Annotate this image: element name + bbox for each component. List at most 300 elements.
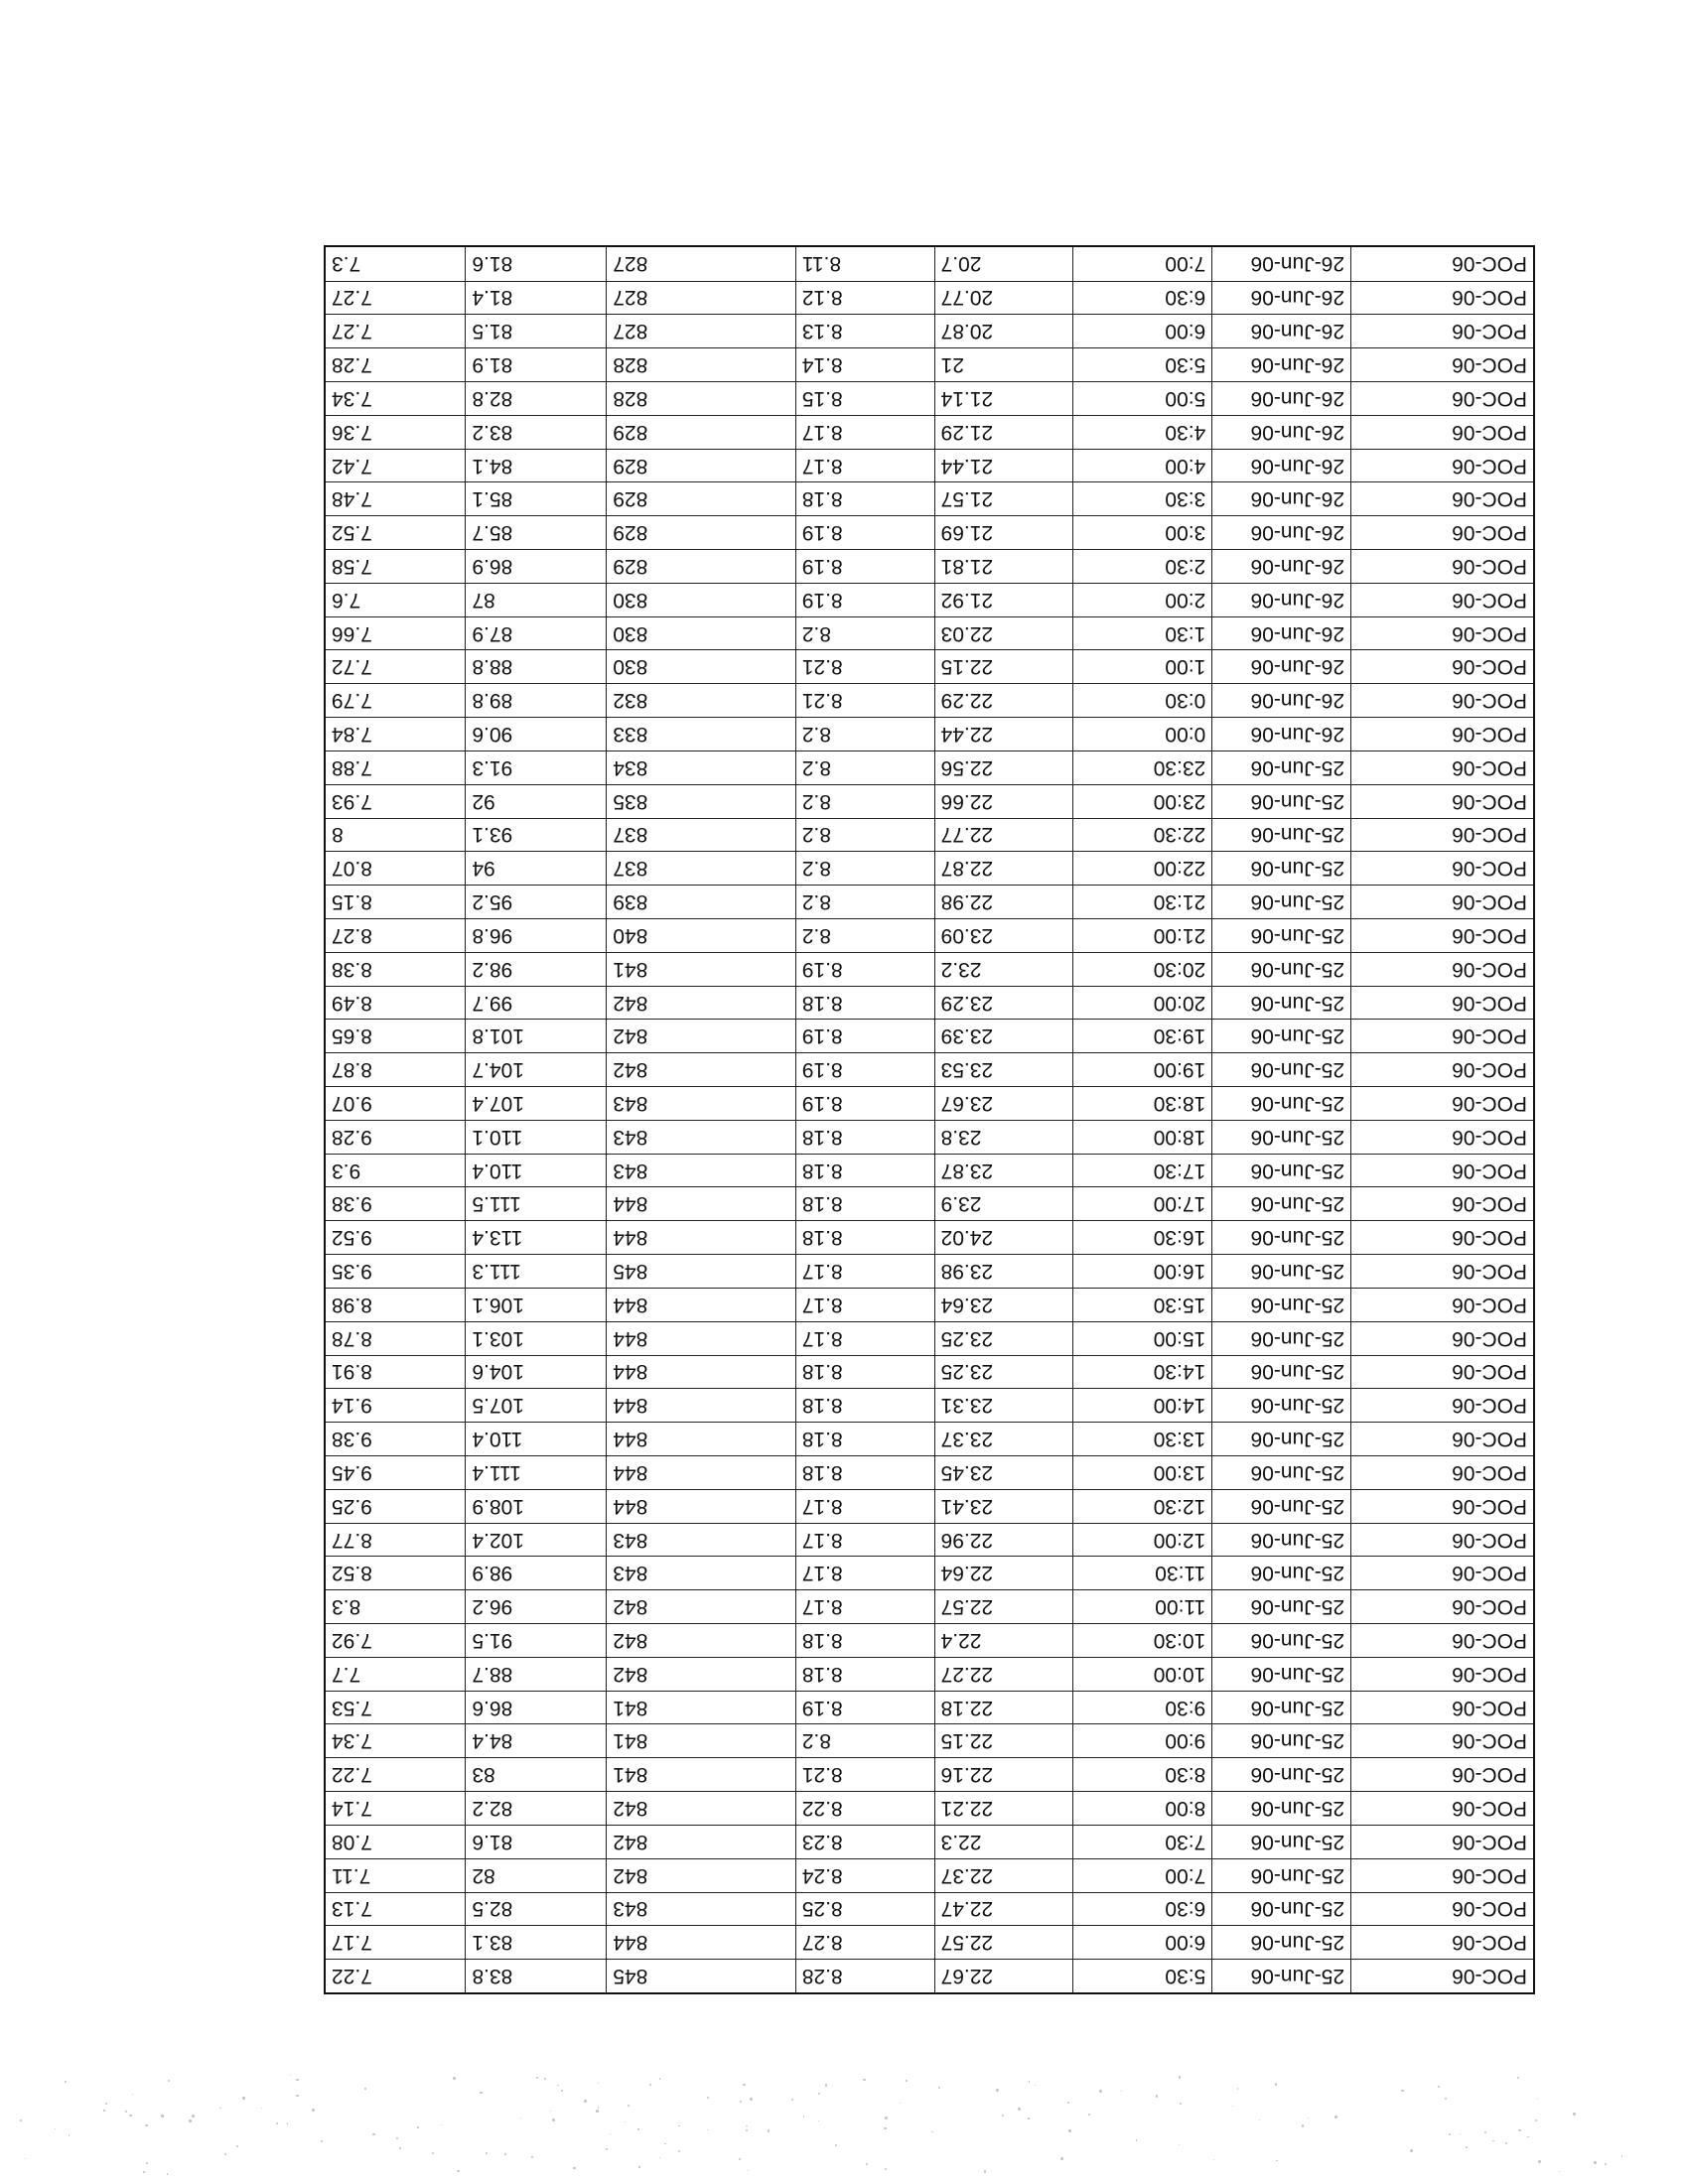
value-cell: 8.19 xyxy=(795,1020,934,1053)
value-cell: 83.1 xyxy=(466,1926,607,1960)
value-cell: 23.64 xyxy=(934,1288,1073,1321)
scan-speck xyxy=(432,2152,434,2154)
table-row xyxy=(325,415,1534,449)
table-row xyxy=(325,1154,1534,1187)
table-row xyxy=(325,918,1534,952)
scan-speck xyxy=(984,2170,986,2172)
value-cell: 7.22 xyxy=(325,1960,466,1993)
site-cell: POC-06 xyxy=(1351,1892,1534,1926)
table-row xyxy=(325,1792,1534,1826)
scan-speck xyxy=(1275,2083,1277,2085)
date-cell: 25-Jun-06 xyxy=(1212,1053,1351,1087)
scan-speck xyxy=(224,2153,226,2155)
value-cell: 23.53 xyxy=(934,1053,1073,1087)
site-cell: POC-06 xyxy=(1351,415,1534,449)
scan-speck xyxy=(739,2158,741,2160)
value-cell: 9.52 xyxy=(325,1221,466,1255)
scan-speck xyxy=(143,2171,145,2173)
value-cell: 20.7 xyxy=(934,246,1073,281)
value-cell: 88.8 xyxy=(466,650,607,684)
value-cell: 827 xyxy=(607,246,796,281)
value-cell: 8.19 xyxy=(795,1691,934,1724)
time-cell: 1:00 xyxy=(1073,650,1212,684)
scan-speck xyxy=(364,2088,365,2089)
value-cell: 844 xyxy=(607,1926,796,1960)
site-cell: POC-06 xyxy=(1351,1523,1534,1557)
value-cell: 843 xyxy=(607,1557,796,1590)
value-cell: 8.18 xyxy=(795,1355,934,1389)
value-cell: 23.37 xyxy=(934,1423,1073,1456)
time-cell: 10:30 xyxy=(1073,1624,1212,1658)
value-cell: 7.6 xyxy=(325,583,466,616)
value-cell: 110.4 xyxy=(466,1154,607,1187)
value-cell: 837 xyxy=(607,818,796,852)
value-cell: 22.47 xyxy=(934,1892,1073,1926)
value-cell: 829 xyxy=(607,482,796,516)
scan-speck xyxy=(707,2097,709,2099)
table-row xyxy=(325,886,1534,919)
value-cell: 21.14 xyxy=(934,381,1073,415)
value-cell: 829 xyxy=(607,550,796,584)
site-cell: POC-06 xyxy=(1351,1020,1534,1053)
value-cell: 8.18 xyxy=(795,1187,934,1221)
scan-speck xyxy=(885,2116,888,2119)
date-cell: 25-Jun-06 xyxy=(1212,1892,1351,1926)
value-cell: 8.2 xyxy=(795,718,934,751)
value-cell: 23.41 xyxy=(934,1489,1073,1523)
value-cell: 7.48 xyxy=(325,482,466,516)
scan-speck xyxy=(457,2170,459,2172)
value-cell: 7.11 xyxy=(325,1858,466,1892)
time-cell: 18:30 xyxy=(1073,1087,1212,1121)
value-cell: 7.22 xyxy=(325,1758,466,1792)
table-row xyxy=(325,952,1534,986)
time-cell: 5:30 xyxy=(1073,348,1212,382)
scan-speck xyxy=(561,2090,563,2092)
date-cell: 25-Jun-06 xyxy=(1212,986,1351,1020)
date-cell: 25-Jun-06 xyxy=(1212,1758,1351,1792)
scan-speck xyxy=(486,2152,488,2154)
value-cell: 22.4 xyxy=(934,1624,1073,1658)
site-cell: POC-06 xyxy=(1351,1321,1534,1355)
time-cell: 5:00 xyxy=(1073,381,1212,415)
value-cell: 93.1 xyxy=(466,818,607,852)
scan-speck xyxy=(145,2124,147,2126)
scan-speck xyxy=(1410,2149,1413,2152)
scan-speck xyxy=(748,2170,749,2171)
value-cell: 8.18 xyxy=(795,482,934,516)
site-cell: POC-06 xyxy=(1351,1825,1534,1858)
date-cell: 25-Jun-06 xyxy=(1212,784,1351,818)
value-cell: 8.21 xyxy=(795,684,934,718)
value-cell: 24.02 xyxy=(934,1221,1073,1255)
site-cell: POC-06 xyxy=(1351,1724,1534,1758)
table-row xyxy=(325,1020,1534,1053)
scan-speck xyxy=(659,2157,660,2158)
time-cell: 17:30 xyxy=(1073,1154,1212,1187)
value-cell: 111.4 xyxy=(466,1455,607,1489)
value-cell: 837 xyxy=(607,852,796,886)
table-row xyxy=(325,1321,1534,1355)
value-cell: 8.18 xyxy=(795,1221,934,1255)
value-cell: 844 xyxy=(607,1187,796,1221)
date-cell: 25-Jun-06 xyxy=(1212,1858,1351,1892)
value-cell: 84.1 xyxy=(466,449,607,482)
value-cell: 7.93 xyxy=(325,784,466,818)
time-cell: 12:30 xyxy=(1073,1489,1212,1523)
value-cell: 8.11 xyxy=(795,246,934,281)
value-cell: 87.9 xyxy=(466,616,607,650)
value-cell: 23.29 xyxy=(934,986,1073,1020)
value-cell: 844 xyxy=(607,1355,796,1389)
value-cell: 8.13 xyxy=(795,315,934,348)
site-cell: POC-06 xyxy=(1351,886,1534,919)
value-cell: 7.14 xyxy=(325,1792,466,1826)
scan-speck xyxy=(1136,2139,1138,2141)
table-row xyxy=(325,1724,1534,1758)
value-cell: 91.5 xyxy=(466,1624,607,1658)
value-cell: 8.91 xyxy=(325,1355,466,1389)
site-cell: POC-06 xyxy=(1351,1355,1534,1389)
value-cell: 111.3 xyxy=(466,1255,607,1289)
time-cell: 3:30 xyxy=(1073,482,1212,516)
scan-speck xyxy=(610,2133,611,2134)
value-cell: 104.6 xyxy=(466,1355,607,1389)
scan-speck xyxy=(236,2145,238,2147)
value-cell: 7.88 xyxy=(325,751,466,784)
value-cell: 22.29 xyxy=(934,684,1073,718)
date-cell: 25-Jun-06 xyxy=(1212,1523,1351,1557)
value-cell: 828 xyxy=(607,381,796,415)
value-cell: 844 xyxy=(607,1288,796,1321)
scan-speck xyxy=(399,2147,401,2149)
time-cell: 4:00 xyxy=(1073,449,1212,482)
table-row xyxy=(325,1590,1534,1624)
value-cell: 20.77 xyxy=(934,281,1073,315)
site-cell: POC-06 xyxy=(1351,1858,1534,1892)
date-cell: 26-Jun-06 xyxy=(1212,246,1351,281)
scan-speck xyxy=(938,2087,940,2089)
value-cell: 23.67 xyxy=(934,1087,1073,1121)
value-cell: 8.18 xyxy=(795,1657,934,1691)
date-cell: 25-Jun-06 xyxy=(1212,1590,1351,1624)
scan-speck xyxy=(1259,2119,1260,2120)
site-cell: POC-06 xyxy=(1351,1455,1534,1489)
value-cell: 83.8 xyxy=(466,1960,607,1993)
value-cell: 841 xyxy=(607,1724,796,1758)
time-cell: 22:30 xyxy=(1073,818,1212,852)
scan-speck xyxy=(1308,2117,1309,2118)
scan-speck xyxy=(884,2127,886,2129)
site-cell: POC-06 xyxy=(1351,583,1534,616)
value-cell: 22.57 xyxy=(934,1590,1073,1624)
scan-speck xyxy=(1559,2171,1560,2172)
value-cell: 22.15 xyxy=(934,650,1073,684)
scan-speck xyxy=(1438,2086,1440,2088)
date-cell: 25-Jun-06 xyxy=(1212,1020,1351,1053)
value-cell: 8.27 xyxy=(325,918,466,952)
time-cell: 19:00 xyxy=(1073,1053,1212,1087)
time-cell: 15:30 xyxy=(1073,1288,1212,1321)
scan-speck xyxy=(552,2118,555,2121)
time-cell: 20:00 xyxy=(1073,986,1212,1020)
value-cell: 844 xyxy=(607,1489,796,1523)
table-row xyxy=(325,1187,1534,1221)
table-row xyxy=(325,1087,1534,1121)
value-cell: 844 xyxy=(607,1389,796,1423)
value-cell: 21.57 xyxy=(934,482,1073,516)
time-cell: 12:00 xyxy=(1073,1523,1212,1557)
site-cell: POC-06 xyxy=(1351,952,1534,986)
scan-speck xyxy=(161,2115,163,2116)
value-cell: 22.21 xyxy=(934,1792,1073,1826)
value-cell: 8.17 xyxy=(795,1255,934,1289)
value-cell: 833 xyxy=(607,718,796,751)
date-cell: 26-Jun-06 xyxy=(1212,718,1351,751)
scan-speck xyxy=(649,2084,651,2086)
scan-speck xyxy=(598,2083,599,2084)
site-cell: POC-06 xyxy=(1351,1960,1534,1993)
site-cell: POC-06 xyxy=(1351,516,1534,550)
value-cell: 9.07 xyxy=(325,1087,466,1121)
value-cell: 8.19 xyxy=(795,516,934,550)
site-cell: POC-06 xyxy=(1351,852,1534,886)
value-cell: 22.18 xyxy=(934,1691,1073,1724)
value-cell: 827 xyxy=(607,281,796,315)
scan-speck xyxy=(743,2084,746,2087)
table-row xyxy=(325,718,1534,751)
data-table-rotated xyxy=(324,245,1535,1994)
scan-speck xyxy=(818,2093,820,2095)
value-cell: 22.3 xyxy=(934,1825,1073,1858)
scan-speck xyxy=(1535,2119,1538,2122)
scan-speck xyxy=(25,2158,26,2159)
table-row xyxy=(325,348,1534,382)
value-cell: 81.6 xyxy=(466,1825,607,1858)
time-cell: 6:30 xyxy=(1073,281,1212,315)
value-cell: 22.44 xyxy=(934,718,1073,751)
date-cell: 25-Jun-06 xyxy=(1212,1489,1351,1523)
value-cell: 7.58 xyxy=(325,550,466,584)
scan-speck xyxy=(1537,2099,1538,2100)
value-cell: 830 xyxy=(607,583,796,616)
value-cell: 96.8 xyxy=(466,918,607,952)
value-cell: 8.21 xyxy=(795,650,934,684)
value-cell: 98.9 xyxy=(466,1557,607,1590)
scan-speck xyxy=(441,2124,442,2125)
time-cell: 6:00 xyxy=(1073,315,1212,348)
scan-speck xyxy=(550,2111,551,2112)
time-cell: 1:30 xyxy=(1073,616,1212,650)
scan-speck xyxy=(129,2115,132,2117)
time-cell: 3:00 xyxy=(1073,516,1212,550)
value-cell: 8.2 xyxy=(795,852,934,886)
value-cell: 829 xyxy=(607,415,796,449)
value-cell: 21.44 xyxy=(934,449,1073,482)
value-cell: 8.17 xyxy=(795,1590,934,1624)
site-cell: POC-06 xyxy=(1351,1590,1534,1624)
value-cell: 8.12 xyxy=(795,281,934,315)
scan-speck xyxy=(573,2167,575,2169)
time-cell: 13:00 xyxy=(1073,1455,1212,1489)
scan-speck xyxy=(132,2094,133,2095)
date-cell: 25-Jun-06 xyxy=(1212,1321,1351,1355)
time-cell: 15:00 xyxy=(1073,1321,1212,1355)
value-cell: 8.19 xyxy=(795,583,934,616)
value-cell: 8.17 xyxy=(795,1288,934,1321)
value-cell: 23.31 xyxy=(934,1389,1073,1423)
value-cell: 844 xyxy=(607,1221,796,1255)
value-cell: 7.79 xyxy=(325,684,466,718)
date-cell: 25-Jun-06 xyxy=(1212,1389,1351,1423)
value-cell: 8.18 xyxy=(795,1423,934,1456)
date-cell: 25-Jun-06 xyxy=(1212,1624,1351,1658)
time-cell: 19:30 xyxy=(1073,1020,1212,1053)
value-cell: 829 xyxy=(607,516,796,550)
scan-speck xyxy=(931,2131,933,2133)
value-cell: 23.8 xyxy=(934,1120,1073,1154)
value-cell: 85.7 xyxy=(466,516,607,550)
scan-speck xyxy=(1156,2095,1159,2098)
scan-speck xyxy=(1518,2129,1521,2132)
scan-speck xyxy=(1492,2140,1493,2141)
site-cell: POC-06 xyxy=(1351,1758,1534,1792)
date-cell: 26-Jun-06 xyxy=(1212,281,1351,315)
value-cell: 7.66 xyxy=(325,616,466,650)
value-cell: 21 xyxy=(934,348,1073,382)
table-row xyxy=(325,1053,1534,1087)
site-cell: POC-06 xyxy=(1351,784,1534,818)
time-cell: 13:30 xyxy=(1073,1423,1212,1456)
scan-speck xyxy=(480,2092,482,2094)
value-cell: 110.4 xyxy=(466,1423,607,1456)
value-cell: 827 xyxy=(607,315,796,348)
value-cell: 22.16 xyxy=(934,1758,1073,1792)
site-cell: POC-06 xyxy=(1351,482,1534,516)
value-cell: 104.7 xyxy=(466,1053,607,1087)
value-cell: 20.87 xyxy=(934,315,1073,348)
scan-speck xyxy=(1068,2129,1070,2131)
table-row xyxy=(325,550,1534,584)
site-cell: POC-06 xyxy=(1351,246,1534,281)
value-cell: 842 xyxy=(607,1858,796,1892)
time-cell: 16:30 xyxy=(1073,1221,1212,1255)
value-cell: 106.1 xyxy=(466,1288,607,1321)
value-cell: 8.22 xyxy=(795,1792,934,1826)
scan-speck xyxy=(1180,2103,1183,2106)
value-cell: 103.1 xyxy=(466,1321,607,1355)
scan-speck xyxy=(372,2133,374,2135)
scan-speck xyxy=(900,2103,901,2104)
site-cell: POC-06 xyxy=(1351,1624,1534,1658)
site-cell: POC-06 xyxy=(1351,1255,1534,1289)
table-row xyxy=(325,1288,1534,1321)
scan-speck xyxy=(1237,2088,1238,2089)
date-cell: 25-Jun-06 xyxy=(1212,1724,1351,1758)
scan-speck xyxy=(1401,2090,1404,2093)
site-cell: POC-06 xyxy=(1351,315,1534,348)
value-cell: 22.67 xyxy=(934,1960,1073,1993)
scan-speck xyxy=(1179,2144,1180,2145)
value-cell: 7.34 xyxy=(325,1724,466,1758)
date-cell: 25-Jun-06 xyxy=(1212,751,1351,784)
scan-speck xyxy=(321,2140,323,2142)
date-cell: 25-Jun-06 xyxy=(1212,852,1351,886)
value-cell: 21.29 xyxy=(934,415,1073,449)
time-cell: 11:30 xyxy=(1073,1557,1212,1590)
scan-speck xyxy=(746,2125,747,2126)
time-cell: 7:00 xyxy=(1073,246,1212,281)
value-cell: 845 xyxy=(607,1255,796,1289)
scan-speck xyxy=(557,2085,558,2086)
value-cell: 8.14 xyxy=(795,348,934,382)
value-cell: 842 xyxy=(607,1792,796,1826)
date-cell: 25-Jun-06 xyxy=(1212,1691,1351,1724)
value-cell: 9.38 xyxy=(325,1423,466,1456)
table-row xyxy=(325,1423,1534,1456)
scan-speck xyxy=(242,2097,244,2099)
date-cell: 25-Jun-06 xyxy=(1212,1255,1351,1289)
scan-speck xyxy=(885,2168,887,2170)
date-cell: 25-Jun-06 xyxy=(1212,1187,1351,1221)
date-cell: 26-Jun-06 xyxy=(1212,449,1351,482)
value-cell: 84.4 xyxy=(466,1724,607,1758)
date-cell: 25-Jun-06 xyxy=(1212,886,1351,919)
value-cell: 7.53 xyxy=(325,1691,466,1724)
time-cell: 20:30 xyxy=(1073,952,1212,986)
value-cell: 113.4 xyxy=(466,1221,607,1255)
table-row xyxy=(325,1926,1534,1960)
scan-speck xyxy=(1060,2157,1063,2160)
date-cell: 25-Jun-06 xyxy=(1212,1288,1351,1321)
scan-speck xyxy=(863,2079,866,2082)
date-cell: 25-Jun-06 xyxy=(1212,918,1351,952)
site-cell: POC-06 xyxy=(1351,1423,1534,1456)
table-row xyxy=(325,1523,1534,1557)
value-cell: 108.9 xyxy=(466,1489,607,1523)
value-cell: 7.34 xyxy=(325,381,466,415)
value-cell: 8.52 xyxy=(325,1557,466,1590)
time-cell: 7:00 xyxy=(1073,1858,1212,1892)
scan-speck xyxy=(1445,2098,1447,2100)
value-cell: 22.77 xyxy=(934,818,1073,852)
value-cell: 22.98 xyxy=(934,886,1073,919)
date-cell: 26-Jun-06 xyxy=(1212,315,1351,348)
value-cell: 8.2 xyxy=(795,784,934,818)
scan-speck xyxy=(678,2125,680,2127)
value-cell: 9.3 xyxy=(325,1154,466,1187)
time-cell: 9:00 xyxy=(1073,1724,1212,1758)
value-cell: 845 xyxy=(607,1960,796,1993)
table-row xyxy=(325,1455,1534,1489)
value-cell: 841 xyxy=(607,1691,796,1724)
value-cell: 7.52 xyxy=(325,516,466,550)
site-cell: POC-06 xyxy=(1351,550,1534,584)
table-row xyxy=(325,1858,1534,1892)
date-cell: 25-Jun-06 xyxy=(1212,1557,1351,1590)
value-cell: 23.9 xyxy=(934,1187,1073,1221)
value-cell: 21.69 xyxy=(934,516,1073,550)
value-cell: 8.28 xyxy=(795,1960,934,1993)
site-cell: POC-06 xyxy=(1351,818,1534,852)
value-cell: 22.03 xyxy=(934,616,1073,650)
value-cell: 8.17 xyxy=(795,415,934,449)
date-cell: 26-Jun-06 xyxy=(1212,684,1351,718)
table-row xyxy=(325,1221,1534,1255)
value-cell: 9.14 xyxy=(325,1389,466,1423)
scan-speck xyxy=(1594,2161,1596,2163)
time-cell: 8:00 xyxy=(1073,1792,1212,1826)
